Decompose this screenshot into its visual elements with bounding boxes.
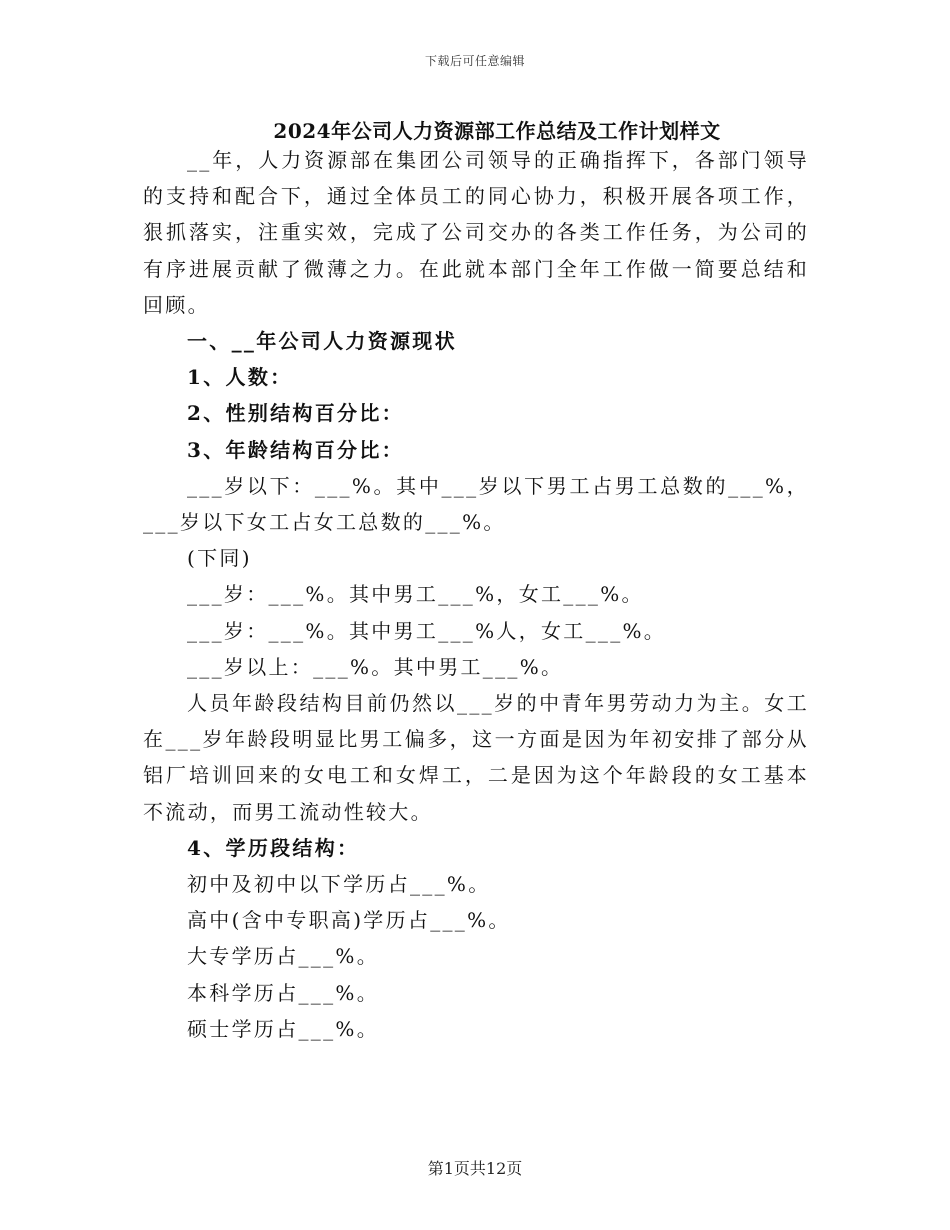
edu-master-line: 硕士学历占___%。 — [187, 1016, 380, 1041]
intro-paragraph: __年，人力资源部在集团公司领导的正确指挥下，各部门领导的支持和配合下，通过全体员工的同心协力，积极开展各项工作，狠抓落实，注重实效，完成了公司交办的各类工作任务，为公司的有序进展贡献了微薄之力。在此就本部门全年工作做一简要总结和回顾。 — [143, 148, 809, 317]
page-footer: 第1页共12页 — [427, 1159, 523, 1178]
header-note: 下载后可任意编辑 — [424, 54, 525, 68]
age-over-line: ___岁以上：___%。其中男工___%。 — [187, 654, 564, 679]
item-heading-age: 3、年龄结构百分比： — [187, 437, 404, 462]
document-body — [143, 142, 809, 1047]
age-under-paragraph: ___岁以下：___%。其中___岁以下男工占男工总数的___%，___岁以下女工占女工总数的___%。 — [143, 473, 809, 535]
age-analysis-paragraph: 人员年龄段结构目前仍然以___岁的中青年男劳动力为主。女工在___岁年龄段明显比男工偏多，这一方面是因为年初安排了部分从铝厂培训回来的女电工和女焊工，二是因为这个年龄段的女工基本不流动，而男工流动性较大。 — [143, 691, 809, 824]
age-range-line-2: ___岁：___%。其中男工___%人，女工___%。 — [187, 618, 667, 643]
document-title: 2024年公司人力资源部工作总结及工作计划样文 — [273, 119, 721, 143]
edu-senior-line: 高中(含中专职高)学历占___%。 — [187, 908, 511, 933]
edu-college-line: 大专学历占___%。 — [187, 944, 380, 969]
age-range-line-1: ___岁：___%。其中男工___%，女工___%。 — [187, 582, 644, 607]
section-heading-1: 一、__年公司人力资源现状 — [187, 329, 457, 354]
edu-junior-line: 初中及初中以下学历占___%。 — [187, 872, 491, 897]
item-heading-gender: 2、性别结构百分比： — [187, 401, 404, 426]
same-below-note: (下同) — [187, 546, 252, 571]
edu-bachelor-line: 本科学历占___%。 — [187, 980, 380, 1005]
item-heading-headcount: 1、人数： — [187, 365, 293, 390]
item-heading-education: 4、学历段结构： — [187, 835, 360, 860]
